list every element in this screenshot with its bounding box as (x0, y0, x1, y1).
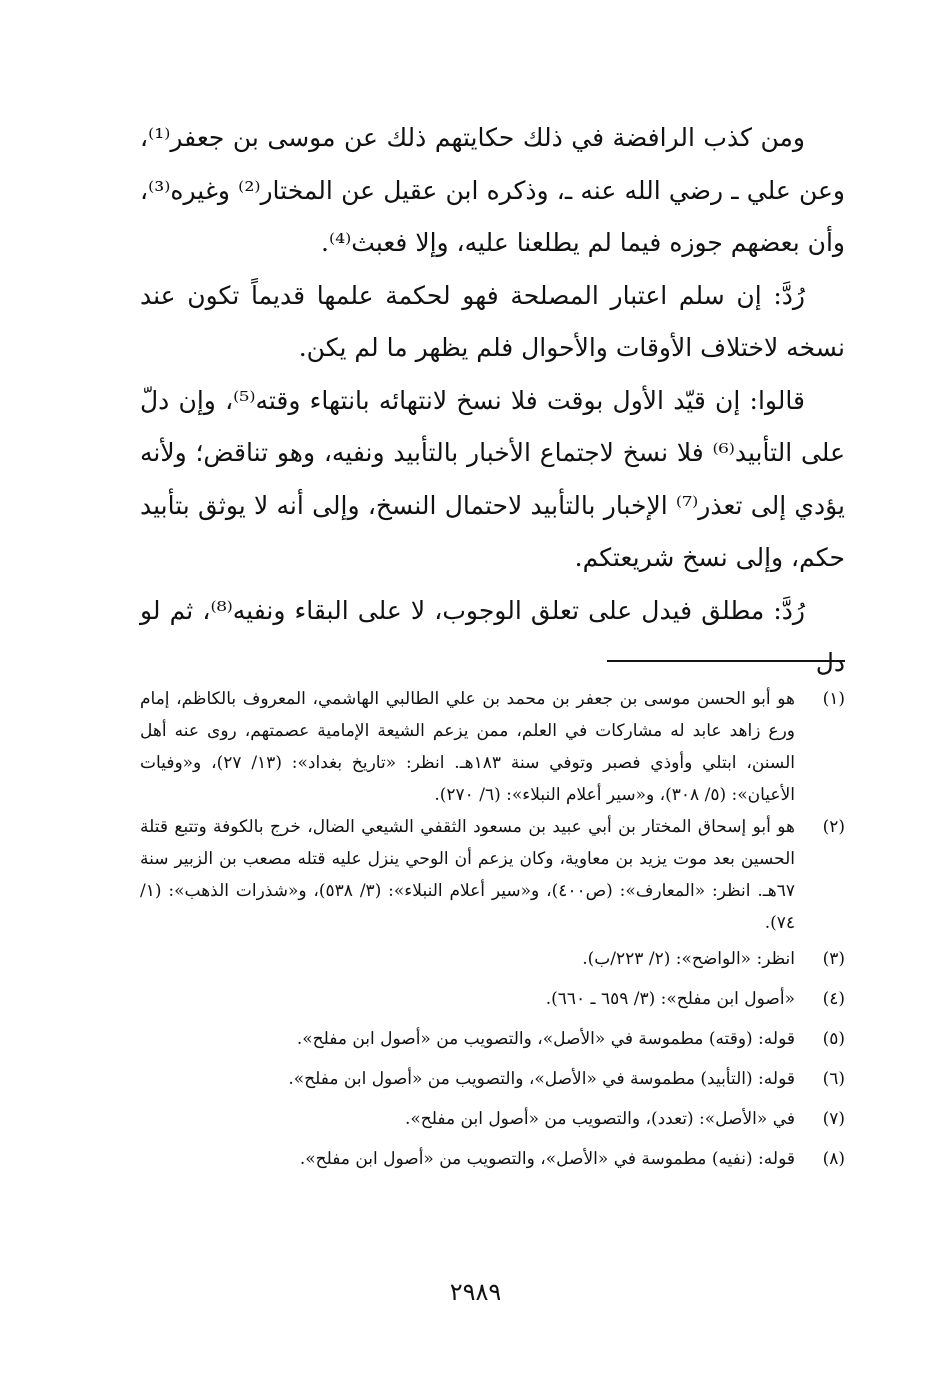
main-text (140, 112, 845, 690)
footnote-number: (٤) (822, 989, 845, 1009)
page-number: ٢٩٨٩ (449, 1278, 502, 1306)
paragraph-2: رُدَّ: إن سلم اعتبار المصلحة فهو لحكمة علمها قديماً تكون عند نسخه لاختلاف الأوقات والأحوال فلم يظهر ما لم يكن. (140, 280, 845, 362)
footnote-number: (١) (822, 689, 845, 709)
footnote-number: (٧) (822, 1109, 845, 1129)
footnote-text: قوله: (وقته) مطموسة في «الأصل»، والتصويب من «أصول ابن مفلح». (296, 1029, 795, 1049)
footnote-text: قوله: (التأبيد) مطموسة في «الأصل»، والتصويب من «أصول ابن مفلح». (288, 1069, 795, 1089)
footnote-text: انظر: «الواضح»: (٢/ ٢٢٣/ب). (582, 949, 795, 969)
footnote-3 (140, 939, 845, 979)
footnote-separator (607, 660, 845, 662)
paragraph-4: رُدَّ: مطلق فيدل على تعلق الوجوب، لا على البقاء ونفيه⁽⁸⁾، ثم لو دل (140, 595, 845, 677)
footnote-number: (٥) (822, 1029, 845, 1049)
footnote-text: قوله: (نفيه) مطموسة في «الأصل»، والتصويب من «أصول ابن مفلح». (299, 1149, 795, 1169)
footnote-7 (140, 1099, 845, 1139)
footnote-text: هو أبو الحسن موسى بن جعفر بن محمد بن علي الطالبي الهاشمي، المعروف بالكاظم، إمام ورع زاهد عابد له مشاركات في العلم، ممن يزعم الشيعة الإمامية عصمتهم، روى عنه أهل السنن، ابتلي وأوذي فصبر وتوفي سنة ١٨٣هـ. انظر: «تاريخ بغداد»: (١٣/ ٢٧)، و«وفيات الأعيان»: (٥/ ٣٠٨)، و«سير أعلام النبلاء»: (٦/ ٢٧٠). (140, 689, 795, 805)
footnote-2 (140, 811, 845, 939)
footnote-4 (140, 979, 845, 1019)
footnote-text: في «الأصل»: (تعدد)، والتصويب من «أصول ابن مفلح». (405, 1109, 795, 1129)
footnote-6 (140, 1059, 845, 1099)
footnotes (140, 683, 845, 1179)
footnote-1 (140, 683, 845, 811)
paragraph-3: قالوا: إن قيّد الأول بوقت فلا نسخ لانتهائه بانتهاء وقته⁽⁵⁾، وإن دلّ على التأبيد⁽⁶⁾ فلا نسخ لاجتماع الأخبار بالتأبيد ونفيه، وهو تناقض؛ ولأنه يؤدي إلى تعذر⁽⁷⁾ الإخبار بالتأبيد لاحتمال النسخ، وإلى أنه لا يوثق بتأبيد حكم، وإلى نسخ شريعتكم. (140, 385, 845, 572)
footnote-number: (٢) (822, 817, 845, 837)
footnote-number: (٦) (822, 1069, 845, 1089)
footnote-8 (140, 1139, 845, 1179)
footnote-number: (٨) (822, 1149, 845, 1169)
footnote-text: «أصول ابن مفلح»: (٣/ ٦٥٩ ـ ٦٦٠). (545, 989, 795, 1009)
paragraph-1: ومن كذب الرافضة في ذلك حكايتهم ذلك عن موسى بن جعفر⁽¹⁾، وعن علي ـ رضي الله عنه ـ، وذكره ابن عقيل عن المختار⁽²⁾ وغيره⁽³⁾، وأن بعضهم جوزه فيما لم يطلعنا عليه، وإلا فعبث⁽⁴⁾. (140, 123, 845, 257)
footnote-number: (٣) (822, 949, 845, 969)
footnote-text: هو أبو إسحاق المختار بن أبي عبيد بن مسعود الثقفي الشيعي الضال، خرج بالكوفة وتتبع قتلة الحسين بعد موت يزيد بن معاوية، وكان يزعم أن الوحي ينزل عليه قتله مصعب بن الزبير سنة ٦٧هـ. انظر: «المعارف»: (ص٤٠٠)، و«سير أعلام النبلاء»: (٣/ ٥٣٨)، و«شذرات الذهب»: (١/ ٧٤). (140, 817, 795, 933)
footnote-5 (140, 1019, 845, 1059)
